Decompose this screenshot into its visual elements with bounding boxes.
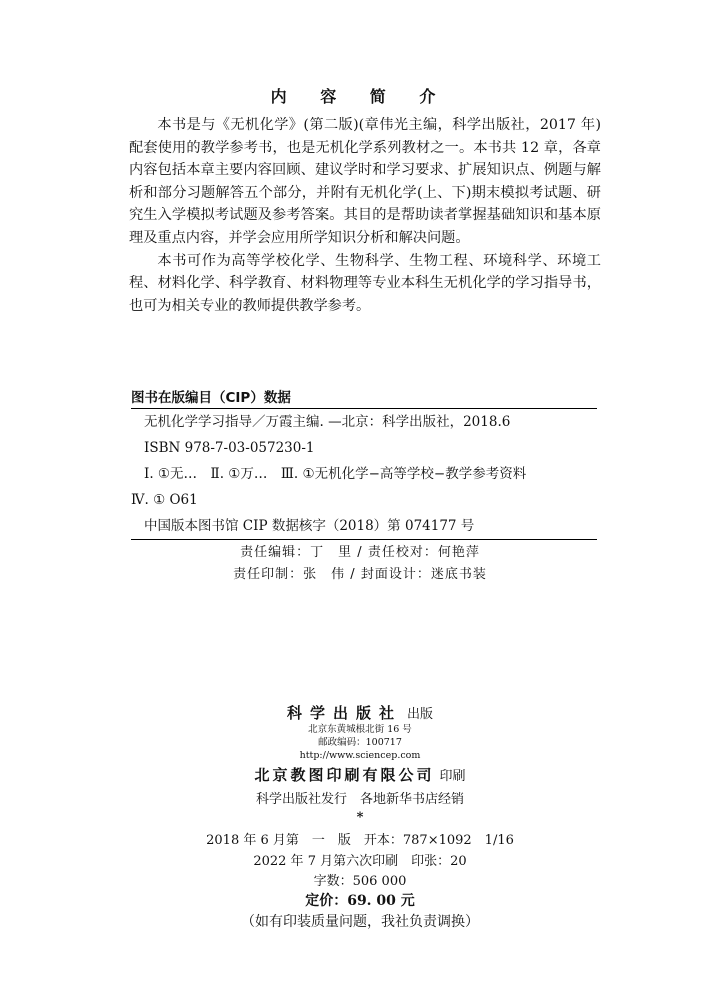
price: 定价：69. 00 元 bbox=[305, 893, 415, 909]
impression-line: 2022 年 7 月第六次印刷 印张：20 bbox=[253, 854, 467, 869]
separator-star: * bbox=[356, 810, 364, 825]
publisher-line bbox=[0, 702, 720, 723]
cip-isbn: ISBN 978-7-03-057230-1 bbox=[144, 440, 315, 456]
distribution: 科学出版社发行 各地新华书店经销 bbox=[255, 792, 464, 807]
word-count: 字数：506 000 bbox=[313, 874, 407, 889]
intro-text bbox=[129, 114, 601, 317]
publisher-postcode: 邮政编码：100717 bbox=[318, 737, 402, 748]
cip-heading: 图书在版编目（CIP）数据 bbox=[131, 386, 597, 409]
intro-paragraph-1: 本书是与《无机化学》(第二版)(章伟光主编，科学出版社，2017 年)配套使用的教学参考书，也是无机化学系列教材之一。本书共 12 章，各章内容包括本章主要内容回顾、建议学时和学习要求、扩展知识点、例题与解析和部分习题解答五个部分，并附有无机化学(上、下)期末模拟考试题、研究生入学模拟考试题及参考答案。其目的是帮助读者掌握基础知识和基本原理及重点内容，并学会应用所学知识分析和解决问题。 bbox=[129, 117, 601, 246]
cip-class-line-2: Ⅳ. ① O61 bbox=[131, 492, 198, 508]
staff-line-2: 责任印制：张 伟 / 封面设计：迷底书装 bbox=[233, 567, 487, 582]
intro-title: 内 容 简 介 bbox=[270, 87, 450, 106]
publisher-url: http://www.sciencep.com bbox=[299, 750, 421, 761]
cip-title-line: 无机化学学习指导／万霞主编. —北京：科学出版社，2018.6 bbox=[144, 414, 511, 430]
publisher-suffix: 出版 bbox=[407, 707, 434, 722]
edition-line: 2018 年 6 月第 一 版 开本：787×1092 1/16 bbox=[206, 833, 514, 848]
intro-paragraph-2: 本书可作为高等学校化学、生物科学、生物工程、环境科学、环境工程、材料化学、科学教育、材料物理等专业本科生无机化学的学习指导书，也可为相关专业的教师提供教学参考。 bbox=[129, 252, 601, 314]
cip-block bbox=[131, 386, 597, 540]
publisher-name: 科学出版社 bbox=[286, 704, 402, 722]
printer-suffix: 印刷 bbox=[439, 769, 466, 784]
cip-number: 中国版本图书馆 CIP 数据核字（2018）第 074177 号 bbox=[131, 513, 597, 540]
quality-notice: （如有印装质量问题，我社负责调换） bbox=[241, 914, 479, 930]
publisher-address: 北京东黄城根北街 16 号 bbox=[308, 724, 412, 735]
staff-line-1: 责任编辑：丁 里 / 责任校对：何艳萍 bbox=[240, 545, 480, 560]
cip-class-line-1: Ⅰ. ①无… Ⅱ. ①万… Ⅲ. ①无机化学−高等学校−教学参考资料 bbox=[144, 466, 527, 482]
printer-name: 北京教图印刷有限公司 bbox=[254, 766, 435, 784]
printer-line bbox=[0, 764, 720, 785]
